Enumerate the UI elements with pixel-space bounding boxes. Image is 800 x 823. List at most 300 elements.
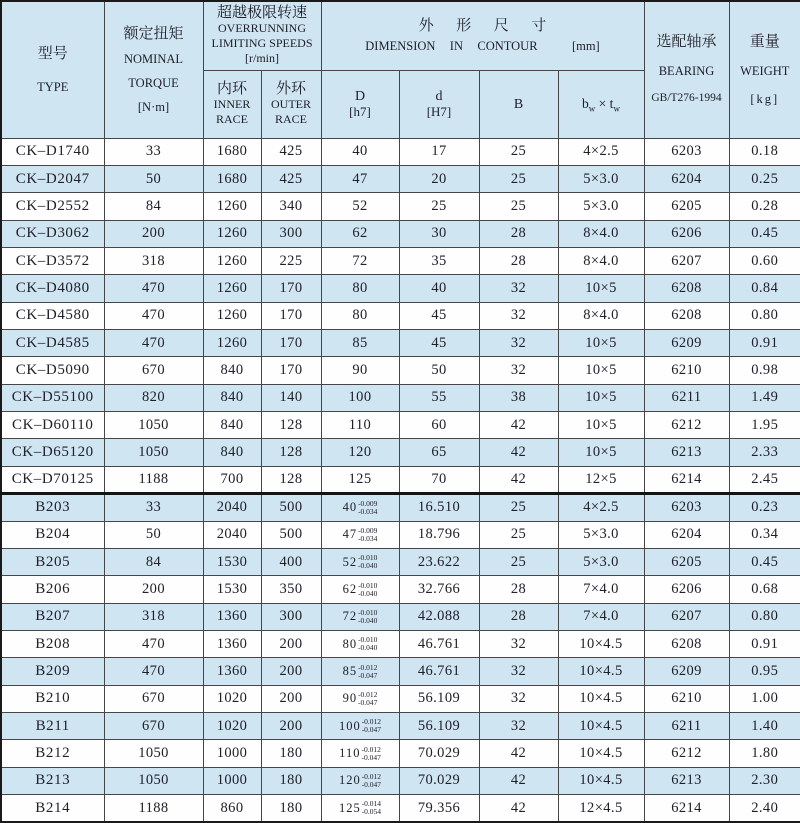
header-torque-en2: TORQUE bbox=[128, 75, 179, 90]
header-inner-race-zh: 内环 bbox=[216, 80, 247, 97]
cell-inner: 1260 bbox=[203, 220, 261, 247]
d-value: 80 bbox=[342, 636, 358, 651]
d-tolerance: -0.012 -0.047 bbox=[361, 717, 382, 735]
cell-type: CK–D60110 bbox=[1, 412, 104, 439]
cell-d: 65 bbox=[399, 439, 479, 466]
cell-weight: 0.28 bbox=[729, 193, 800, 220]
table-row bbox=[1, 138, 800, 165]
cell-inner: 1530 bbox=[203, 576, 261, 603]
table-row bbox=[1, 630, 800, 657]
d-tolerance: -0.012 -0.047 bbox=[361, 744, 381, 762]
header-speeds-en2: LIMITING SPEEDS bbox=[211, 35, 313, 50]
cell-B: 42 bbox=[479, 767, 558, 794]
d-tolerance: -0.014 -0.054 bbox=[361, 799, 382, 817]
cell-bearing: 6206 bbox=[644, 576, 729, 603]
cell-D bbox=[321, 630, 399, 657]
cell-bearing: 6208 bbox=[644, 275, 729, 302]
cell-bt: 10×4.5 bbox=[558, 767, 644, 794]
cell-bt: 8×4.0 bbox=[558, 302, 644, 329]
d-tolerance: -0.009 -0.034 bbox=[358, 525, 378, 543]
header-weight-zh: 重量 bbox=[749, 33, 780, 50]
cell-outer: 200 bbox=[261, 658, 321, 685]
cell-type: CK–D3062 bbox=[1, 220, 104, 247]
cell-weight: 1.80 bbox=[729, 740, 800, 767]
cell-bt: 4×2.5 bbox=[558, 494, 644, 521]
cell-bearing: 6206 bbox=[644, 220, 729, 247]
cell-inner: 840 bbox=[203, 439, 261, 466]
cell-torque: 470 bbox=[104, 330, 203, 357]
cell-torque: 33 bbox=[104, 138, 203, 165]
cell-bearing: 6205 bbox=[644, 548, 729, 575]
cell-bearing: 6212 bbox=[644, 412, 729, 439]
header-type-zh: 型号 bbox=[37, 45, 68, 62]
table-row bbox=[1, 767, 800, 794]
d-value: 72 bbox=[342, 609, 358, 624]
cell-torque: 84 bbox=[104, 548, 203, 575]
cell-type: CK–D70125 bbox=[1, 466, 104, 493]
cell-torque: 820 bbox=[104, 384, 203, 411]
d-value: 52 bbox=[342, 554, 358, 569]
header-dimension-en-text: DIMENSION IN CONTOUR bbox=[365, 39, 538, 54]
cell-weight: 0.80 bbox=[729, 603, 800, 630]
cell-type: CK–D4080 bbox=[1, 275, 104, 302]
cell-outer: 180 bbox=[261, 740, 321, 767]
cell-inner: 1360 bbox=[203, 630, 261, 657]
cell-outer: 225 bbox=[261, 247, 321, 274]
cell-outer: 400 bbox=[261, 548, 321, 575]
cell-bearing: 6213 bbox=[644, 767, 729, 794]
cell-B: 32 bbox=[479, 302, 558, 329]
cell-bearing: 6211 bbox=[644, 384, 729, 411]
d-tolerance: -0.010 -0.040 bbox=[358, 635, 378, 653]
cell-outer: 140 bbox=[261, 384, 321, 411]
cell-type: CK–D65120 bbox=[1, 439, 104, 466]
cell-type: CK–D1740 bbox=[1, 138, 104, 165]
cell-d: 45 bbox=[399, 330, 479, 357]
cell-inner: 1530 bbox=[203, 548, 261, 575]
cell-weight: 0.80 bbox=[729, 302, 800, 329]
cell-torque: 200 bbox=[104, 220, 203, 247]
cell-outer: 128 bbox=[261, 412, 321, 439]
cell-d: 16.510 bbox=[399, 494, 479, 521]
cell-weight: 0.68 bbox=[729, 576, 800, 603]
cell-weight: 2.30 bbox=[729, 767, 800, 794]
cell-outer: 128 bbox=[261, 439, 321, 466]
cell-type: B207 bbox=[1, 603, 104, 630]
cell-weight: 1.95 bbox=[729, 412, 800, 439]
cell-weight: 1.00 bbox=[729, 685, 800, 712]
header-torque-en1: NOMINAL bbox=[123, 51, 184, 66]
cell-torque: 1188 bbox=[104, 795, 203, 822]
d-value: 40 bbox=[342, 500, 358, 515]
cell-B: 25 bbox=[479, 494, 558, 521]
cell-inner: 860 bbox=[203, 795, 261, 822]
cell-bearing: 6205 bbox=[644, 193, 729, 220]
cell-B: 42 bbox=[479, 466, 558, 493]
cell-outer: 200 bbox=[261, 685, 321, 712]
table-row bbox=[1, 247, 800, 274]
header-speeds-en1: OVERRUNNING bbox=[218, 20, 306, 35]
cell-type: B211 bbox=[1, 713, 104, 740]
cell-B: 32 bbox=[479, 713, 558, 740]
table-row bbox=[1, 165, 800, 192]
cell-weight: 2.40 bbox=[729, 795, 800, 822]
d-value: 90 bbox=[342, 691, 358, 706]
table-row bbox=[1, 521, 800, 548]
table-row bbox=[1, 193, 800, 220]
d-tolerance: -0.012 -0.047 bbox=[361, 772, 382, 790]
cell-D bbox=[321, 521, 399, 548]
cell-B: 32 bbox=[479, 275, 558, 302]
cell-bearing: 6209 bbox=[644, 330, 729, 357]
cell-bearing: 6207 bbox=[644, 603, 729, 630]
cell-torque: 470 bbox=[104, 630, 203, 657]
d-tolerance: -0.009 -0.034 bbox=[358, 499, 378, 517]
cell-B: 25 bbox=[479, 165, 558, 192]
cell-B: 42 bbox=[479, 795, 558, 822]
cell-torque: 470 bbox=[104, 302, 203, 329]
cell-d: 18.796 bbox=[399, 521, 479, 548]
table-row bbox=[1, 658, 800, 685]
cell-type: B204 bbox=[1, 521, 104, 548]
d-value: 47 bbox=[342, 527, 358, 542]
cell-d: 17 bbox=[399, 138, 479, 165]
cell-bearing: 6211 bbox=[644, 713, 729, 740]
cell-type: B214 bbox=[1, 795, 104, 822]
d-value: 62 bbox=[342, 582, 358, 597]
cell-weight: 0.95 bbox=[729, 658, 800, 685]
cell-bearing: 6207 bbox=[644, 247, 729, 274]
cell-bt: 10×4.5 bbox=[558, 685, 644, 712]
cell-torque: 1188 bbox=[104, 466, 203, 493]
cell-d: 79.356 bbox=[399, 795, 479, 822]
cell-bearing: 6210 bbox=[644, 685, 729, 712]
header-col-D-symbol: D bbox=[354, 89, 366, 104]
cell-D bbox=[321, 795, 399, 822]
cell-inner: 1000 bbox=[203, 740, 261, 767]
header-outer-race bbox=[261, 70, 321, 138]
cell-torque: 50 bbox=[104, 521, 203, 548]
cell-bt: 5×3.0 bbox=[558, 165, 644, 192]
cell-weight: 0.23 bbox=[729, 494, 800, 521]
cell-d: 46.761 bbox=[399, 658, 479, 685]
cell-B: 28 bbox=[479, 247, 558, 274]
cell-type: B206 bbox=[1, 576, 104, 603]
header-torque bbox=[104, 1, 203, 138]
header-col-d bbox=[399, 70, 479, 138]
cell-D: 85 bbox=[321, 330, 399, 357]
table-row bbox=[1, 713, 800, 740]
cell-bt: 10×5 bbox=[558, 384, 644, 411]
cell-B: 25 bbox=[479, 193, 558, 220]
cell-bt: 5×3.0 bbox=[558, 521, 644, 548]
header-bearing bbox=[644, 1, 729, 138]
header-weight bbox=[729, 1, 800, 138]
cell-outer: 300 bbox=[261, 603, 321, 630]
cell-B: 42 bbox=[479, 439, 558, 466]
cell-B: 32 bbox=[479, 630, 558, 657]
cell-torque: 1050 bbox=[104, 767, 203, 794]
cell-D: 72 bbox=[321, 247, 399, 274]
cell-inner: 1260 bbox=[203, 193, 261, 220]
cell-outer: 180 bbox=[261, 767, 321, 794]
header-col-B bbox=[479, 70, 558, 138]
cell-weight: 0.34 bbox=[729, 521, 800, 548]
cell-bt: 12×4.5 bbox=[558, 795, 644, 822]
cell-d: 46.761 bbox=[399, 630, 479, 657]
cell-D: 40 bbox=[321, 138, 399, 165]
cell-inner: 840 bbox=[203, 412, 261, 439]
cell-bearing: 6208 bbox=[644, 302, 729, 329]
cell-type: B203 bbox=[1, 494, 104, 521]
header-torque-zh: 额定扭矩 bbox=[123, 25, 184, 42]
cell-bt: 5×3.0 bbox=[558, 548, 644, 575]
cell-weight: 1.40 bbox=[729, 713, 800, 740]
cell-weight: 0.91 bbox=[729, 630, 800, 657]
header-col-B-symbol: B bbox=[513, 97, 524, 112]
header-dimension-zh: 外形尺寸 bbox=[418, 18, 569, 35]
cell-inner: 2040 bbox=[203, 521, 261, 548]
cell-torque: 1050 bbox=[104, 740, 203, 767]
cell-torque: 470 bbox=[104, 275, 203, 302]
table-row bbox=[1, 412, 800, 439]
cell-D: 110 bbox=[321, 412, 399, 439]
d-value: 100 bbox=[338, 718, 361, 733]
cell-weight: 0.98 bbox=[729, 357, 800, 384]
cell-type: CK–D2552 bbox=[1, 193, 104, 220]
cell-weight: 0.45 bbox=[729, 548, 800, 575]
cell-inner: 1360 bbox=[203, 658, 261, 685]
cell-outer: 425 bbox=[261, 165, 321, 192]
table-row bbox=[1, 384, 800, 411]
cell-weight: 0.25 bbox=[729, 165, 800, 192]
header-inner-race-en2: RACE bbox=[215, 111, 248, 126]
cell-B: 28 bbox=[479, 603, 558, 630]
cell-bt: 8×4.0 bbox=[558, 220, 644, 247]
cell-d: 56.109 bbox=[399, 713, 479, 740]
header-bearing-en: BEARING bbox=[658, 64, 715, 79]
cell-B: 32 bbox=[479, 685, 558, 712]
d-tolerance: -0.010 -0.040 bbox=[358, 580, 378, 598]
cell-type: B212 bbox=[1, 740, 104, 767]
cell-torque: 318 bbox=[104, 247, 203, 274]
header-weight-unit: [kg] bbox=[750, 91, 780, 106]
table-row bbox=[1, 548, 800, 575]
cell-type: B209 bbox=[1, 658, 104, 685]
header-outer-race-en2: RACE bbox=[274, 111, 307, 126]
header-outer-race-zh: 外环 bbox=[275, 80, 306, 97]
table-body bbox=[1, 138, 800, 822]
cell-outer: 170 bbox=[261, 330, 321, 357]
cell-inner: 1020 bbox=[203, 685, 261, 712]
table-row bbox=[1, 439, 800, 466]
header-torque-unit: [N·m] bbox=[137, 99, 170, 114]
header-type-en: TYPE bbox=[37, 79, 69, 94]
cell-type: CK–D55100 bbox=[1, 384, 104, 411]
header-outer-race-en1: OUTER bbox=[271, 96, 311, 111]
cell-outer: 300 bbox=[261, 220, 321, 247]
cell-type: B205 bbox=[1, 548, 104, 575]
cell-bt: 10×4.5 bbox=[558, 658, 644, 685]
cell-B: 28 bbox=[479, 220, 558, 247]
cell-bearing: 6209 bbox=[644, 658, 729, 685]
cell-weight: 0.91 bbox=[729, 330, 800, 357]
cell-bt: 10×5 bbox=[558, 330, 644, 357]
header-weight-en: WEIGHT bbox=[740, 63, 790, 78]
cell-torque: 670 bbox=[104, 713, 203, 740]
table-row bbox=[1, 357, 800, 384]
cell-d: 42.088 bbox=[399, 603, 479, 630]
cell-d: 45 bbox=[399, 302, 479, 329]
cell-B: 28 bbox=[479, 576, 558, 603]
cell-D: 47 bbox=[321, 165, 399, 192]
cell-d: 56.109 bbox=[399, 685, 479, 712]
cell-bt: 7×4.0 bbox=[558, 576, 644, 603]
cell-bearing: 6204 bbox=[644, 165, 729, 192]
cell-D bbox=[321, 713, 399, 740]
cell-d: 60 bbox=[399, 412, 479, 439]
cell-bt: 10×4.5 bbox=[558, 713, 644, 740]
table-row bbox=[1, 740, 800, 767]
cell-inner: 1260 bbox=[203, 275, 261, 302]
cell-bt: 12×5 bbox=[558, 466, 644, 493]
cell-outer: 340 bbox=[261, 193, 321, 220]
cell-d: 30 bbox=[399, 220, 479, 247]
cell-outer: 128 bbox=[261, 466, 321, 493]
cell-D bbox=[321, 658, 399, 685]
cell-B: 25 bbox=[479, 548, 558, 575]
cell-torque: 670 bbox=[104, 357, 203, 384]
cell-B: 42 bbox=[479, 740, 558, 767]
cell-D bbox=[321, 685, 399, 712]
cell-bearing: 6203 bbox=[644, 494, 729, 521]
cell-inner: 840 bbox=[203, 384, 261, 411]
cell-type: B213 bbox=[1, 767, 104, 794]
header-bearing-zh: 选配轴承 bbox=[656, 34, 717, 51]
cell-torque: 50 bbox=[104, 165, 203, 192]
cell-inner: 1000 bbox=[203, 767, 261, 794]
cell-D bbox=[321, 548, 399, 575]
cell-D: 100 bbox=[321, 384, 399, 411]
d-value: 120 bbox=[338, 773, 361, 788]
cell-B: 38 bbox=[479, 384, 558, 411]
header-bearing-standard: GB/T276-1994 bbox=[651, 92, 722, 105]
cell-outer: 425 bbox=[261, 138, 321, 165]
cell-type: CK–D5090 bbox=[1, 357, 104, 384]
cell-outer: 170 bbox=[261, 302, 321, 329]
cell-d: 70.029 bbox=[399, 767, 479, 794]
cell-torque: 33 bbox=[104, 494, 203, 521]
cell-bearing: 6210 bbox=[644, 357, 729, 384]
cell-outer: 180 bbox=[261, 795, 321, 822]
cell-D: 62 bbox=[321, 220, 399, 247]
d-value: 110 bbox=[339, 746, 361, 761]
cell-bt: 4×2.5 bbox=[558, 138, 644, 165]
cell-bearing: 6204 bbox=[644, 521, 729, 548]
cell-B: 42 bbox=[479, 412, 558, 439]
cell-type: CK–D3572 bbox=[1, 247, 104, 274]
cell-D: 120 bbox=[321, 439, 399, 466]
cell-torque: 200 bbox=[104, 576, 203, 603]
cell-d: 25 bbox=[399, 193, 479, 220]
cell-d: 35 bbox=[399, 247, 479, 274]
cell-type: B210 bbox=[1, 685, 104, 712]
cell-bt: 10×4.5 bbox=[558, 740, 644, 767]
cell-D: 80 bbox=[321, 302, 399, 329]
cell-bt: 10×4.5 bbox=[558, 630, 644, 657]
cell-outer: 170 bbox=[261, 275, 321, 302]
header-inner-race-en1: INNER bbox=[213, 96, 251, 111]
cell-type: CK–D2047 bbox=[1, 165, 104, 192]
cell-outer: 200 bbox=[261, 713, 321, 740]
cell-inner: 1680 bbox=[203, 165, 261, 192]
cell-inner: 2040 bbox=[203, 494, 261, 521]
header-col-bt bbox=[558, 70, 644, 138]
cell-torque: 84 bbox=[104, 193, 203, 220]
header-col-d-tolerance: [H7] bbox=[426, 104, 452, 119]
table-row bbox=[1, 576, 800, 603]
d-tolerance: -0.010 -0.040 bbox=[358, 607, 378, 625]
cell-torque: 1050 bbox=[104, 412, 203, 439]
header-speeds-zh: 超越极限转速 bbox=[216, 4, 307, 21]
table-row bbox=[1, 302, 800, 329]
cell-D bbox=[321, 494, 399, 521]
header-speeds-unit: [r/min] bbox=[245, 50, 279, 65]
cell-D bbox=[321, 740, 399, 767]
header-col-D bbox=[321, 70, 399, 138]
cell-d: 50 bbox=[399, 357, 479, 384]
d-value: 125 bbox=[338, 800, 361, 815]
cell-B: 32 bbox=[479, 658, 558, 685]
cell-B: 25 bbox=[479, 521, 558, 548]
cell-D bbox=[321, 603, 399, 630]
header-col-bt-formula: $b_w \times t_w$ bbox=[582, 95, 620, 114]
cell-d: 23.622 bbox=[399, 548, 479, 575]
d-tolerance: -0.010 -0.040 bbox=[358, 553, 378, 571]
cell-outer: 200 bbox=[261, 630, 321, 657]
cell-D: 52 bbox=[321, 193, 399, 220]
table-row bbox=[1, 685, 800, 712]
table-row bbox=[1, 494, 800, 521]
header-type bbox=[1, 1, 104, 138]
d-tolerance: -0.012 -0.047 bbox=[358, 662, 378, 680]
cell-bt: 10×5 bbox=[558, 412, 644, 439]
cell-bt: 8×4.0 bbox=[558, 247, 644, 274]
header-dimension-en bbox=[322, 39, 644, 54]
cell-D: 125 bbox=[321, 466, 399, 493]
cell-torque: 318 bbox=[104, 603, 203, 630]
cell-D bbox=[321, 767, 399, 794]
cell-inner: 1020 bbox=[203, 713, 261, 740]
cell-type: B208 bbox=[1, 630, 104, 657]
cell-D: 80 bbox=[321, 275, 399, 302]
cell-bearing: 6208 bbox=[644, 630, 729, 657]
header-speeds bbox=[203, 1, 321, 70]
table-row bbox=[1, 330, 800, 357]
table-row bbox=[1, 466, 800, 493]
table-row bbox=[1, 275, 800, 302]
table-header bbox=[1, 1, 800, 138]
cell-weight: 0.18 bbox=[729, 138, 800, 165]
cell-D bbox=[321, 576, 399, 603]
header-col-d-symbol: d bbox=[435, 89, 443, 104]
cell-torque: 470 bbox=[104, 658, 203, 685]
cell-weight: 0.60 bbox=[729, 247, 800, 274]
cell-bt: 10×5 bbox=[558, 357, 644, 384]
cell-bt: 10×5 bbox=[558, 275, 644, 302]
cell-d: 20 bbox=[399, 165, 479, 192]
cell-outer: 170 bbox=[261, 357, 321, 384]
